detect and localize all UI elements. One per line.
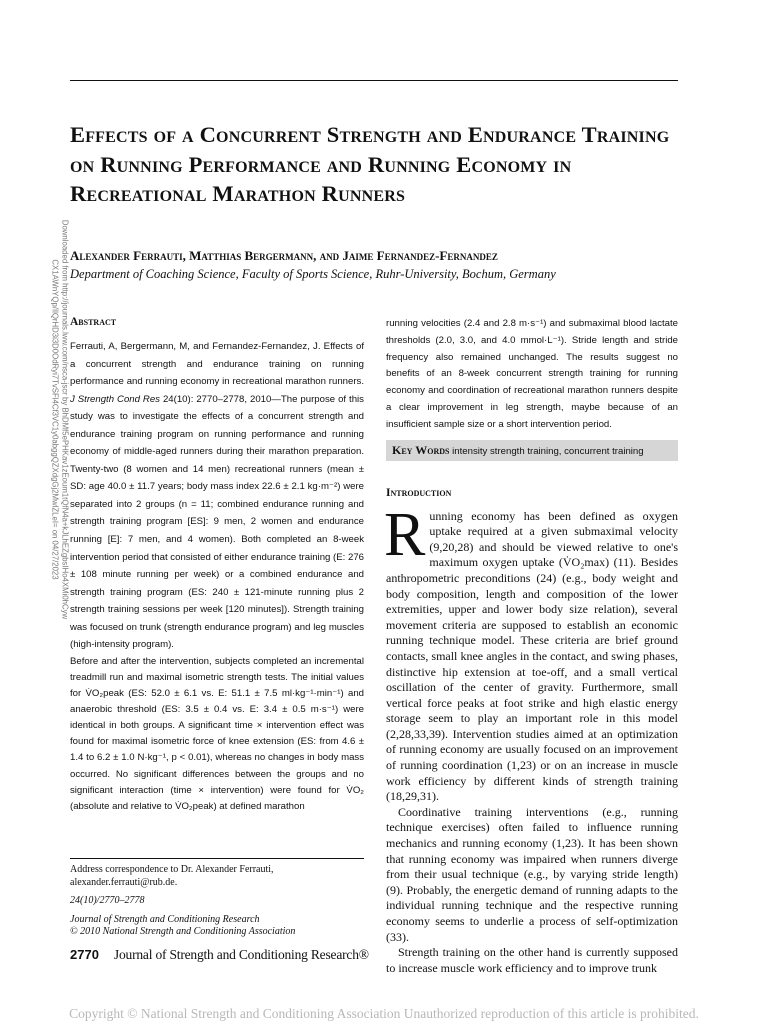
left-column [70,316,364,815]
page-number: 2770 [70,947,99,962]
download-watermark: Downloaded from http://journals.lww.com/nsca-jscr by BhDMf5ePHKav1zEoum1tQfN4a+kJLhEZgbsIHo4XMi0hCyw CX1AWnYQp/IlQrHD3i3D0OdRyi7TvSFl4Cf3VC1y0abggQZXdgGj2MwlZLeI= on 04/27/2023 [51,219,70,620]
article-title: Effects of a Concurrent Strength and Endurance Training on Running Performance and Running Economy in Recreational Marathon Runners [70,122,670,206]
header-rule [70,80,678,81]
copyright-banner: Copyright © National Strength and Conditioning Association Unauthorized reproduction of this article is prohibited. [69,1006,699,1021]
intro-paragraph-1-text: unning economy has been defined as oxygen uptake required at a given submaximal velocity (9,20,28) and should be viewed relative to one's maximum oxygen uptake (V̇O₂max) (11). Besides anthropometric preconditions (24) (e.g., body weight and body composition, length and composition of the lower extremities, upper and lower body size relation), several movement criteria are supposed to establish an economic running technique model. These criteria are brief ground contacts, small knee angles in the contact, and swing phases, distinctive hip extension at toe-off, and a small vertical oscillation of the center of gravity. Furthermore, small vertical force peaks at foot strike and high elastic energy storage seem to play an important role in this model (2,28,33,39). Intervention studies aimed at an optimization of running economy are usually focused on an improvement of running coordination (1,23) or on an increase in muscle work efficiency by different kinds of strength training (18,29,31). [386,508,678,804]
abstract-paragraph-1 [70,338,364,654]
abstract-paragraph-2: Before and after the intervention, subjects completed an incremental treadmill run and maximal isometric strength tests. The initial values for V̇O₂peak (ES: 52.0 ± 6.1 vs. E: 51.1 ± 7.5 ml·kg⁻¹·min⁻¹) and anaerobic threshold (ES: 3.5 ± 0.4 vs. E: 3.4 ± 0.5 m·s⁻¹) were identical in both groups. A significant time × intervention effect was found for maximal isometric force of knee extension (ES: from 4.6 ± 1.4 to 6.2 ± 1.0 N·kg⁻¹, p < 0.01), whereas no changes in body mass occurred. No significant differences between the groups and no significant interaction (time × intervention) were found for V̇O₂ (absolute and relative to V̇O₂peak) at defined marathon [70,655,364,812]
footnotes [70,864,364,939]
journal-note [70,914,364,939]
footnote-rule [70,858,364,859]
journal-footer-name: Journal of Strength and Conditioning Research® [113,947,369,962]
introduction-heading: Introduction [386,486,452,499]
abstract-heading: Abstract [70,316,117,328]
intro-paragraph-3: Strength training on the other hand is currently supposed to increase muscle work efficiency and to improve trunk [386,945,678,975]
abstract-text: 24(10): 2770–2778, 2010—The purpose of this study was to investigate the effects of a concurrent strength and endurance training program on running performance and running economy of middle-aged runners during their marathon preparation. Twenty-two (8 women and 14 men) recreational runners (mean ± SD: age 40.0 ± 11.7 years; body mass index 22.6 ± 2.1 kg·m⁻²) were separated into 2 groups (n = 11; combined endurance running and strength training program [ES]: 9 men, 2 women and endurance running [E]: 7 men, and 4 women). Both completed an 8-week intervention period that consisted of either endurance training (E: 276 ± 108 minute running per week) or a combined endurance and strength training program (ES: 240 ± 121-minute running plus 2 strength training sessions per week [120 minutes]). Strength training was focused on trunk (strength endurance program) and leg muscles (high-intensity program). [70,393,364,651]
journal-copyright: © 2010 National Strength and Conditioning Association [70,926,296,938]
abstract-paragraph-3: running velocities (2.4 and 2.8 m·s⁻¹) and submaximal blood lactate thresholds (2.0, 3.0, and 4.0 mmol·L⁻¹). Stride length and stride frequency also remained unchanged. The results suggest no benefits of an 8-week concurrent strength training for running economy and coordination of recreational marathon runners despite a clear improvement in leg strength, maybe because of an insufficient sample size or a short intervention period. [386,318,678,430]
volume-note: 24(10)/2770–2778 [70,895,145,907]
intro-paragraph-1 [384,500,678,805]
keywords-text: intensity strength training, concurrent training [452,445,644,457]
intro-paragraph-2: Coordinative training interventions (e.g., running technique exercises) often failed to influence running mechanics and running economy (1,23). It has been shown that running economy was impaired when runners diverge from their usual technique (e.g., by varying stride length) (9). Probably, the energetic demand of running adapts to the individual running technique and the respective running economy seems to underlie a process of self-optimization (33). [386,804,678,944]
affiliation: Department of Coaching Science, Faculty of Sports Science, Ruhr-University, Bochum, Germany [70,267,556,281]
keywords-box [386,440,678,461]
abstract-citation: Ferrauti, A, Bergermann, M, and Fernandez-Fernandez, J. Effects of a concurrent strength and endurance training on running performance and running economy in recreational marathon runners. [70,341,364,388]
drop-cap: R [384,500,426,569]
journal-note-name: Journal of Strength and Conditioning Research [70,913,260,925]
right-column [386,316,678,976]
page-footer [70,947,670,963]
author-list: Alexander Ferrauti, Matthias Bergermann, and Jaime Fernandez-Fernandez [70,248,498,263]
keywords-label: Key Words [392,442,450,457]
abstract-journal-ref: J Strength Cond Res [70,393,160,405]
correspondence-note: Address correspondence to Dr. Alexander Ferrauti, alexander.ferrauti@rub.de. [70,864,274,888]
